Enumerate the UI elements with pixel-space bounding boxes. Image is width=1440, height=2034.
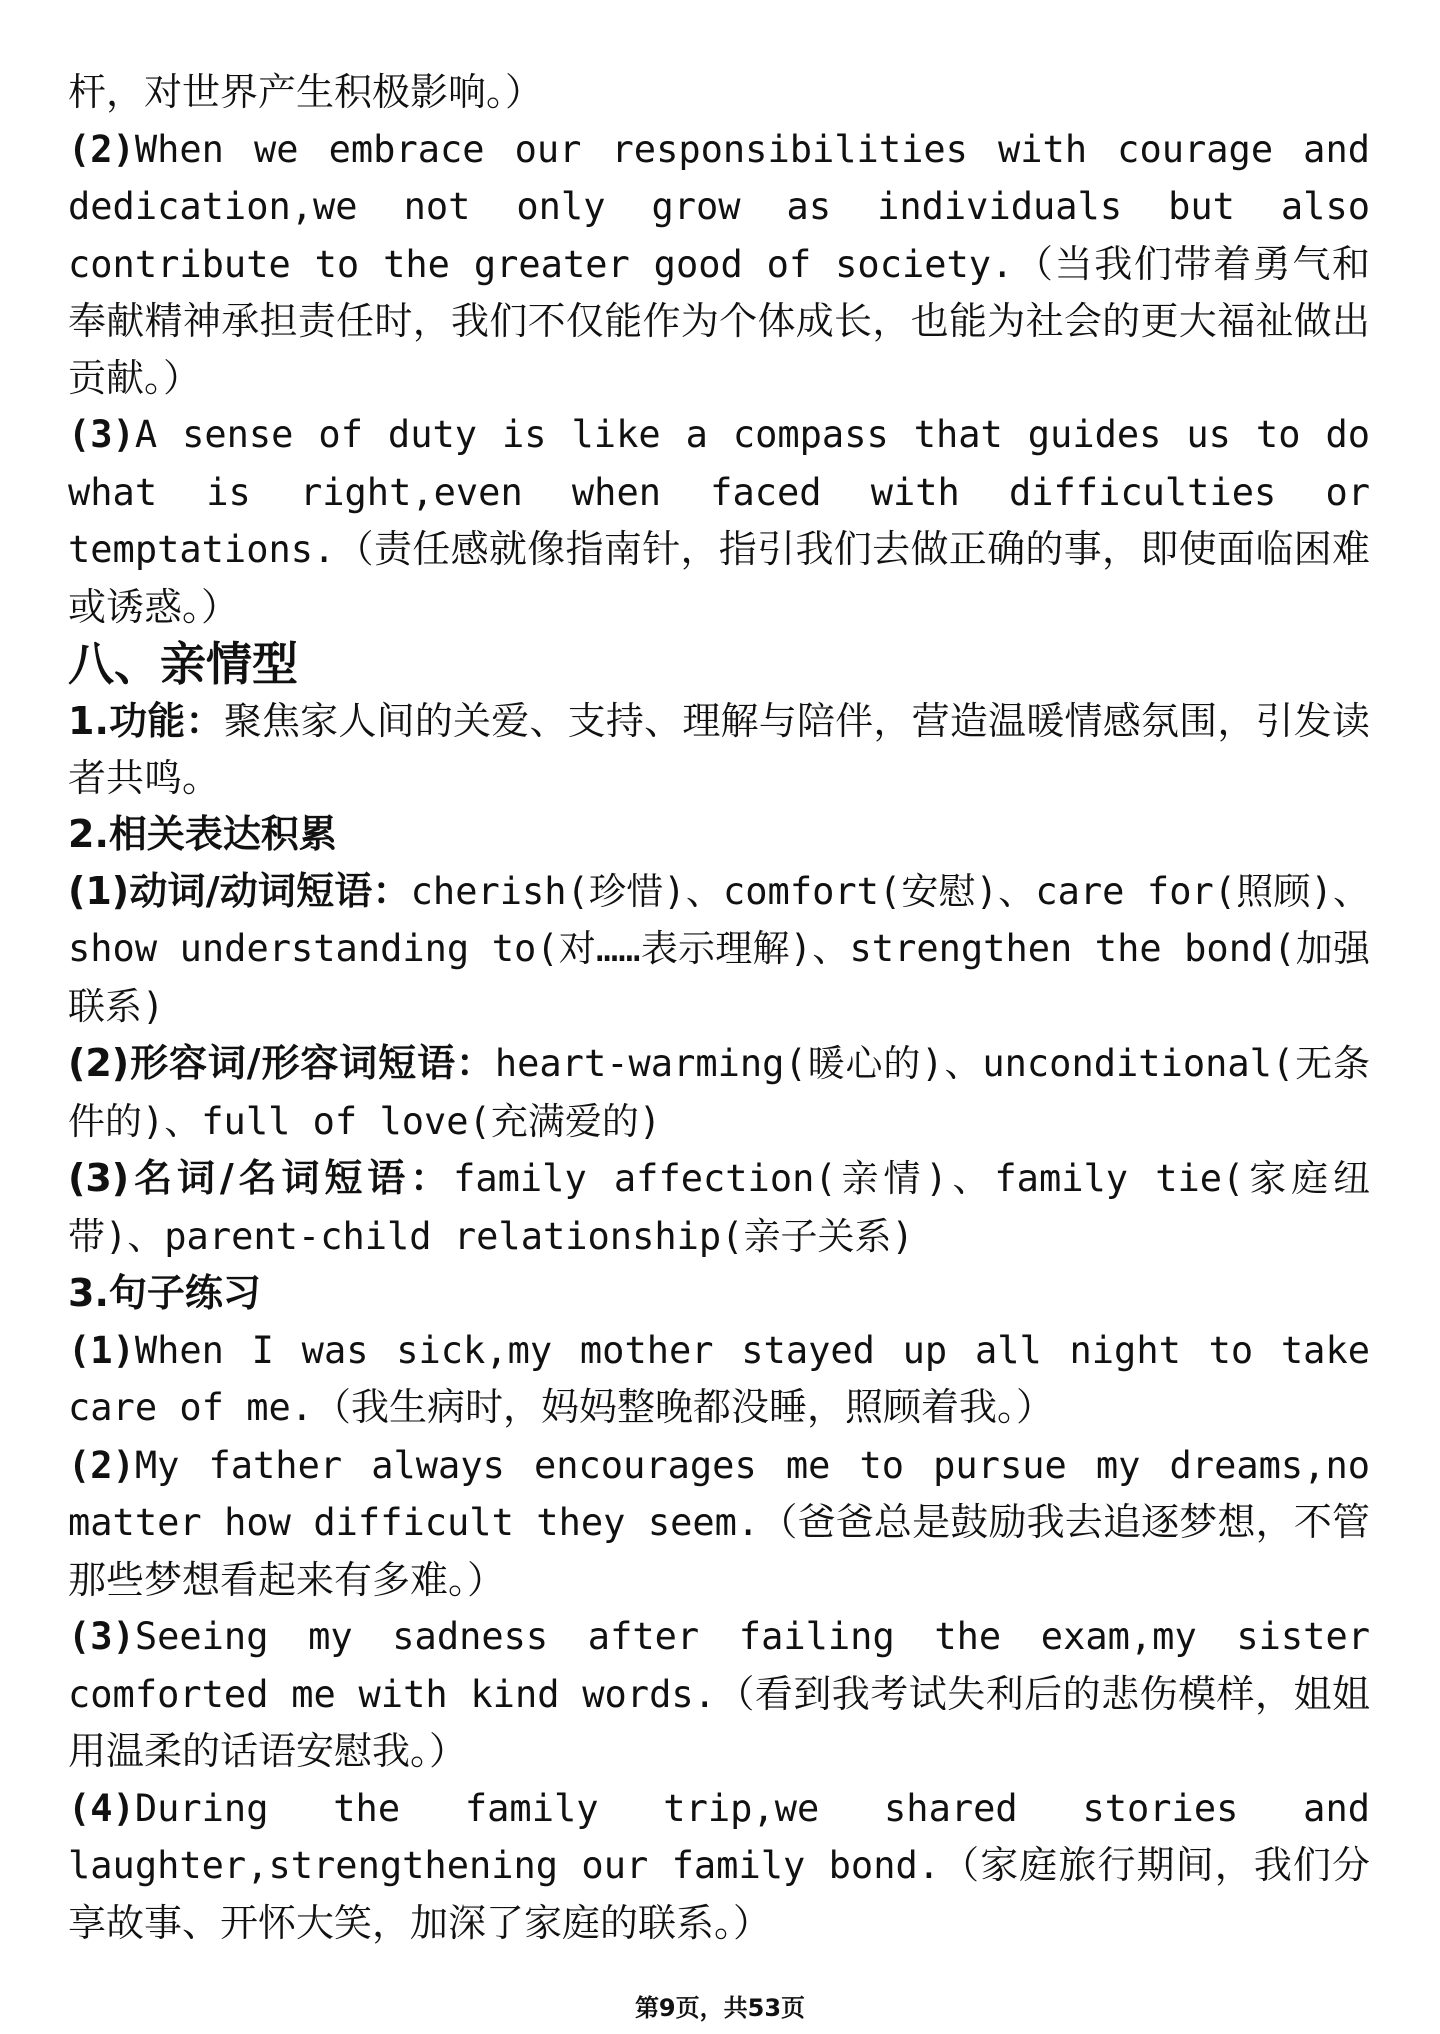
prev-sentence-3	[68, 406, 1370, 635]
expression-text: heart-warming(暖心的)、unconditional(无条件的)、full of love(充满爱的)	[68, 1042, 1370, 1143]
page-footer: 第9页，共53页	[634, 1994, 806, 2022]
expression-label: (3)名词/名词短语：	[68, 1156, 454, 1200]
sentence-number: (4)	[68, 1786, 135, 1830]
sentence-english: A sense of duty is like a compass that guides us to do what is right,even when faced with difficulties or temptations.	[68, 413, 1370, 571]
practice-sentence-1	[68, 1322, 1370, 1437]
sentence-english: When we embrace our responsibilities with courage and dedication,we not only grow as individuals but also contribute to the greater good of society.	[68, 127, 1370, 286]
practice-heading: 3.句子练习	[68, 1271, 261, 1315]
sentence-number: (3)	[68, 413, 135, 456]
expression-item-adjectives	[68, 1035, 1370, 1150]
sentence-chinese: （家庭旅行期间，我们分享故事、开怀大笑，加深了家庭的联系。）	[68, 1843, 1370, 1945]
expression-label: (2)形容词/形容词短语：	[68, 1041, 495, 1085]
function-text: 聚焦家人间的关爱、支持、理解与陪伴，营造温暖情感氛围，引发读者共鸣。	[68, 699, 1370, 800]
sentence-chinese: （我生病时，妈妈整晚都没睡，照顾着我。）	[313, 1385, 1055, 1429]
sentence-number: (3)	[68, 1615, 135, 1658]
sentence-chinese: （责任感就像指南针，指引我们去做正确的事，即使面临困难或诱惑。）	[68, 527, 1370, 629]
expression-text: family affection(亲情)、family tie(家庭纽带)、parent-child relationship(亲子关系)	[68, 1157, 1370, 1258]
sentence-english: During the family trip,we shared stories and laughter,strengthening our family bond.	[68, 1786, 1370, 1887]
function-label: 1.功能：	[68, 699, 224, 743]
sentence-number: (2)	[68, 1443, 135, 1487]
expression-label: (1)动词/动词短语：	[68, 868, 411, 913]
sentence-number: (1)	[68, 1328, 135, 1372]
sentence-chinese: （爸爸总是鼓励我去追逐梦想，不管那些梦想看起来有多难。）	[68, 1500, 1370, 1602]
expression-item-verbs	[68, 863, 1370, 1036]
section-title: 八、亲情型	[68, 637, 298, 691]
page-content	[68, 64, 1370, 1951]
expressions-heading: 2.相关表达积累	[68, 812, 337, 856]
sentence-chinese: （看到我考试失利后的悲伤模样，姐姐用温柔的话语安慰我。）	[68, 1671, 1370, 1773]
intro-tail: 杆，对世界产生积极影响。）	[68, 70, 544, 114]
sentence-english: Seeing my sadness after failing the exam,my sister comforted me with kind words.	[68, 1615, 1370, 1716]
practice-sentence-4	[68, 1780, 1370, 1952]
prev-sentence-2	[68, 121, 1370, 407]
sentence-number: (2)	[68, 127, 135, 171]
expression-text: cherish(珍惜)、comfort(安慰)、care for(照顾)、show understanding to(对……表示理解)、strengthen the bond(加强联系)	[68, 869, 1370, 1028]
function-paragraph	[68, 693, 1370, 806]
sentence-english: My father always encourages me to pursue my dreams,no matter how difficult they seem.	[68, 1443, 1370, 1544]
practice-sentence-3	[68, 1608, 1370, 1780]
sentence-english: When I was sick,my mother stayed up all night to take care of me.	[68, 1328, 1370, 1429]
sentence-chinese: （当我们带着勇气和奉献精神承担责任时，我们不仅能作为个体成长，也能为社会的更大福祉做出贡献。）	[68, 241, 1370, 400]
practice-sentence-2	[68, 1437, 1370, 1609]
expression-item-nouns	[68, 1150, 1370, 1265]
